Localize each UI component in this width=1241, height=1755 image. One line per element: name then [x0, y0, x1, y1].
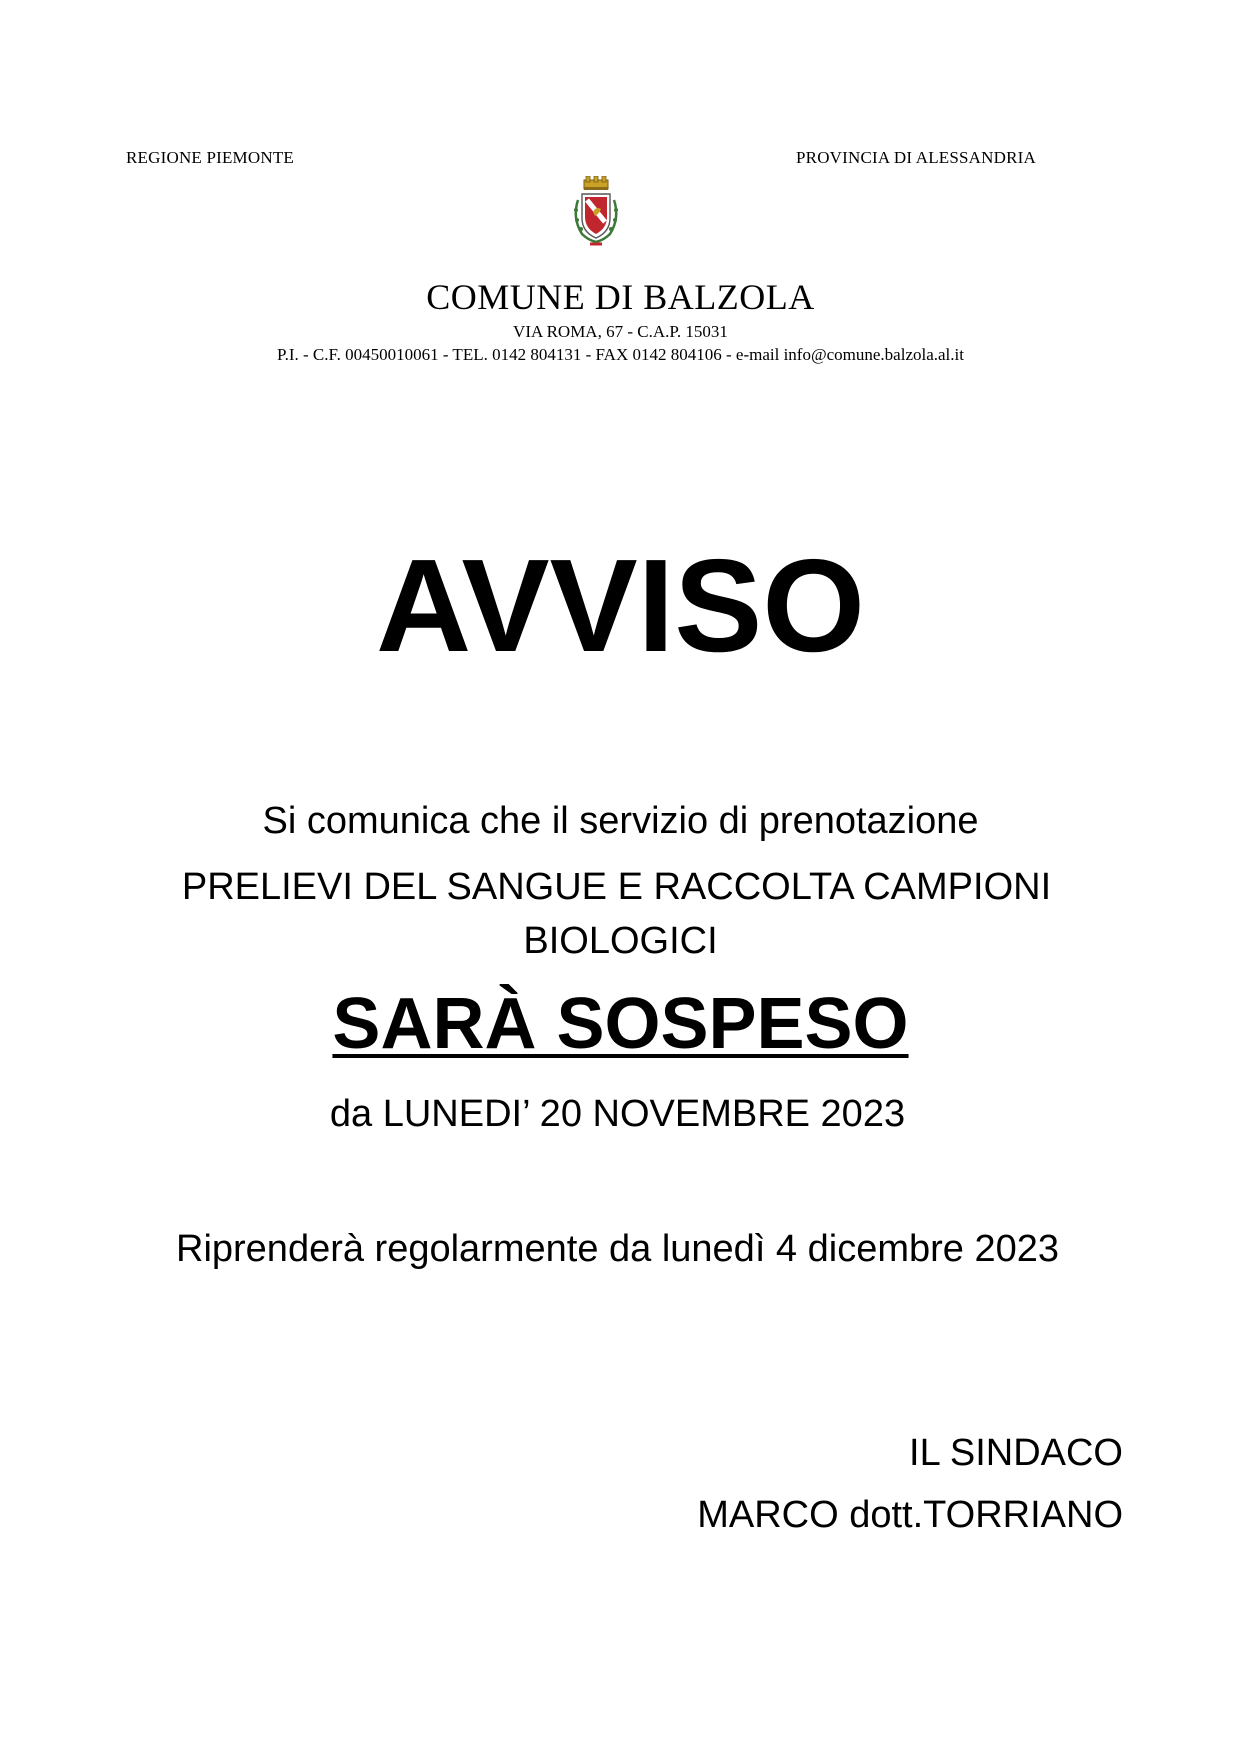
service-name-line-2: BIOLOGICI — [523, 920, 718, 962]
suspension-status-text: SARÀ SOSPESO — [332, 984, 909, 1064]
service-resume-date: Riprenderà regolarmente da lunedì 4 dicembre 2023 — [176, 1228, 1059, 1270]
signature-role: IL SINDACO — [909, 1432, 1123, 1474]
suspension-start-date: da LUNEDI’ 20 NOVEMBRE 2023 — [329, 1093, 906, 1135]
municipality-address: VIA ROMA, 67 - C.A.P. 15031 — [513, 322, 728, 341]
suspension-status — [0, 984, 1241, 1064]
municipal-crest-icon — [568, 176, 624, 252]
municipality-name: COMUNE DI BALZOLA — [426, 277, 815, 317]
signature-name: MARCO dott.TORRIANO — [697, 1494, 1123, 1536]
province-label: PROVINCIA DI ALESSANDRIA — [796, 148, 1036, 167]
service-name-line-1: PRELIEVI DEL SANGUE E RACCOLTA CAMPIONI — [181, 866, 1052, 908]
notice-title: AVVISO — [375, 532, 865, 679]
municipality-contacts: P.I. - C.F. 00450010061 - TEL. 0142 804131 - FAX 0142 804106 - e-mail info@comune.balzola.al.it — [277, 345, 964, 364]
notice-intro: Si comunica che il servizio di prenotazione — [262, 800, 979, 842]
region-label: REGIONE PIEMONTE — [126, 148, 294, 167]
